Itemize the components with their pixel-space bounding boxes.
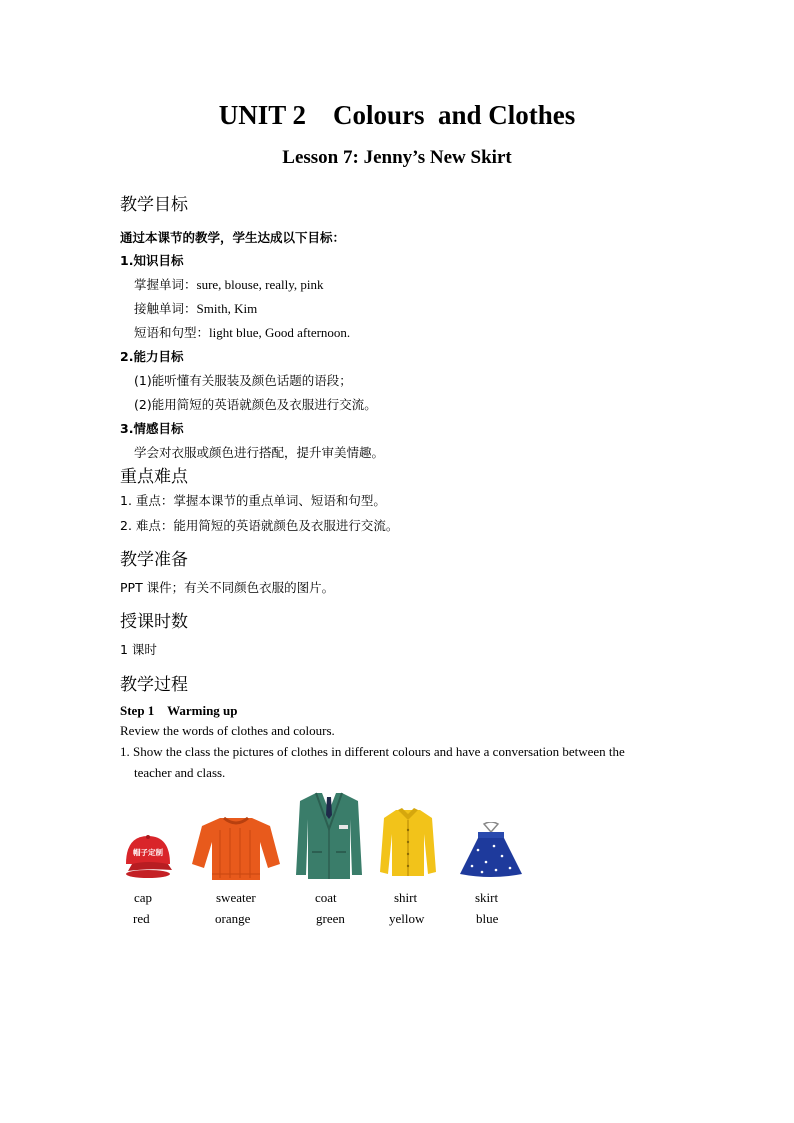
cap-embroidery-text: 帽子定制	[133, 848, 163, 857]
emotion-heading: 3.情感目标	[120, 421, 184, 436]
master-words-line	[134, 275, 323, 293]
phrase-line	[134, 323, 350, 341]
contact-words-line	[134, 299, 257, 317]
contact-words: Smith, Kim	[196, 301, 258, 316]
green-coat-icon	[294, 789, 364, 881]
yellow-shirt-icon	[378, 806, 438, 878]
cloth-colour-cap: red	[133, 911, 150, 926]
process-heading: 教学过程	[120, 675, 188, 695]
preparation-heading: 教学准备	[120, 550, 188, 570]
objectives-heading: 教学目标	[120, 195, 188, 215]
hours-text: 1 课时	[120, 642, 157, 657]
key-point-2: 2. 难点：能用简短的英语就颜色及衣服进行交流。	[120, 518, 399, 533]
unit-title: UNIT 2 Colours and Clothes	[218, 100, 576, 130]
contact-words-prefix: 接触单词：	[134, 301, 197, 316]
cloth-colour-shirt: yellow	[389, 911, 425, 926]
process-item-1-line-2: teacher and class.	[134, 765, 226, 780]
ability-heading: 2.能力目标	[120, 349, 184, 364]
red-cap-icon	[122, 830, 174, 880]
hours-heading: 授课时数	[120, 612, 188, 632]
cloth-colour-coat: green	[316, 911, 345, 926]
cloth-name-skirt: skirt	[475, 890, 499, 905]
cloth-name-cap: cap	[134, 890, 153, 905]
process-item-1-line-1: 1. Show the class the pictures of clothes in different colours and have a conversation between the	[120, 744, 625, 759]
lesson-title: Lesson 7: Jenny’s New Skirt	[282, 147, 512, 168]
knowledge-heading: 1.知识目标	[120, 253, 184, 268]
key-points-heading: 重点难点	[120, 467, 188, 487]
blue-skirt-icon	[456, 822, 526, 880]
master-words: sure, blouse, really, pink	[196, 277, 324, 292]
step-1-heading: Step 1 Warming up	[120, 703, 238, 718]
ability-item-1: (1)能听懂有关服装及颜色话题的语段；	[134, 373, 352, 388]
cloth-colour-sweater: orange	[215, 911, 251, 926]
cloth-name-sweater: sweater	[216, 890, 256, 905]
cloth-name-coat: coat	[315, 890, 337, 905]
cloth-colour-skirt: blue	[476, 911, 499, 926]
phrase-prefix: 短语和句型：	[134, 325, 210, 340]
key-point-1: 1. 重点：掌握本课节的重点单词、短语和句型。	[120, 493, 386, 508]
master-words-prefix: 掌握单词：	[134, 277, 197, 292]
orange-sweater-icon	[190, 814, 282, 884]
preparation-text: PPT 课件；有关不同颜色衣服的图片。	[120, 580, 335, 595]
objectives-intro: 通过本课节的教学，学生达成以下目标：	[120, 230, 346, 245]
cloth-name-shirt: shirt	[394, 890, 418, 905]
emotion-item-1: 学会对衣服或颜色进行搭配，提升审美情趣。	[134, 445, 385, 460]
phrase-words: light blue, Good afternoon.	[209, 325, 351, 340]
ability-item-2: (2)能用简短的英语就颜色及衣服进行交流。	[134, 397, 377, 412]
review-text: Review the words of clothes and colours.	[120, 723, 335, 738]
